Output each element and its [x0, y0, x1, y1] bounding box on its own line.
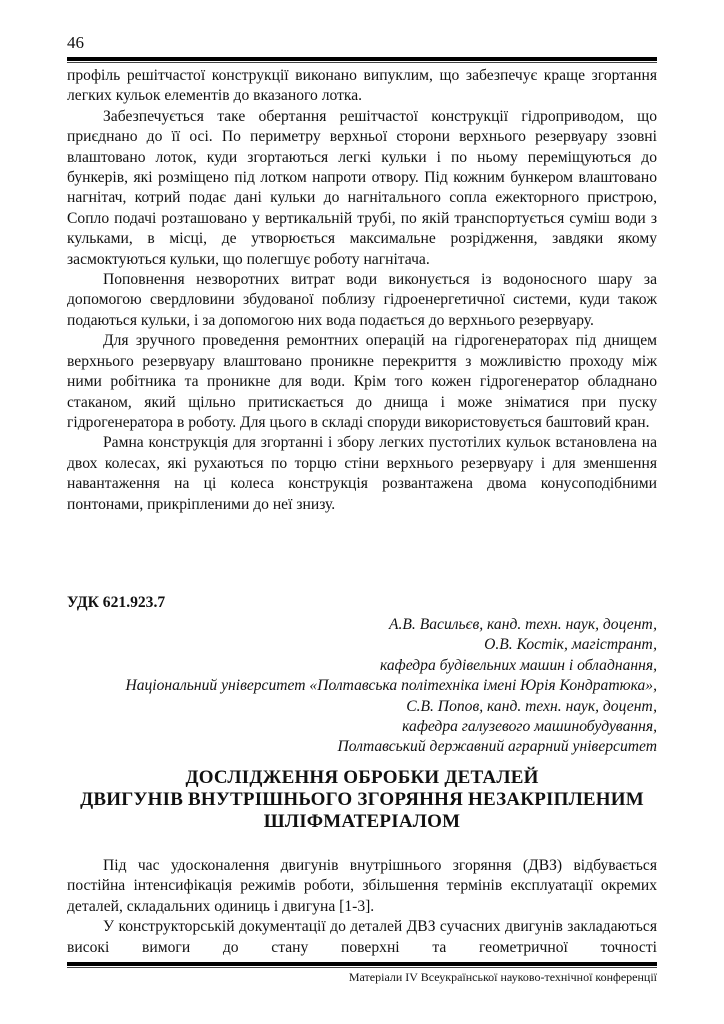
title-line: ШЛІФМАТЕРІАЛОМ	[263, 811, 461, 832]
author-line: С.В. Попов, канд. техн. наук, доцент,	[406, 697, 657, 715]
article-title	[62, 767, 662, 833]
page-number: 46	[67, 33, 84, 52]
title-line: ДВИГУНІВ ВНУТРІШНЬОГО ЗГОРЯННЯ НЕЗАКРІПЛЕНИМ	[80, 789, 644, 810]
affiliation-line: Національний університет «Полтавська політехніка імені Юрія Кондратюка»,	[125, 677, 657, 695]
udc-code: УДК 621.923.7	[67, 594, 166, 611]
affiliation-line: Полтавський державний аграрний університет	[337, 738, 657, 756]
affiliation-line: кафедра галузевого машинобудування,	[402, 718, 657, 736]
affiliation-line: кафедра будівельних машин і обладнання,	[379, 656, 657, 674]
footer-rule	[67, 962, 657, 968]
paragraph: Під час удосконалення двигунів внутрішнього згоряння (ДВЗ) відбувається постійна інтенсифікація режимів роботи, збільшення термінів експлуатації окремих деталей, складальних одиниць і двигуна [1-3].	[67, 857, 657, 915]
paragraph: Для зручного проведення ремонтних операцій на гідрогенераторах під днищем верхнього резервуару влаштовано проникне перекриття з можливістю проходу між ними робітника та проникне для води. Крім того кожен гідрогенератор обладнано стаканом, який щільно притискається до днища і може зніматися при пуску гідрогенератора в роботу. Для цього в складі споруди використовується баштовий кран.	[67, 332, 657, 431]
author-block	[57, 615, 657, 758]
header-rule	[67, 57, 657, 63]
continuation-text	[67, 66, 657, 515]
paragraph: Рамна конструкція для згортанні і збору легких пустотілих кульок встановлена на двох колесах, які рухаються по торцю стіни верхнього резервуару і для зменшення навантаження на ці колеса конструкція розвантажена двома конусоподібними понтонами, прикріпленими до неї знизу.	[67, 434, 657, 513]
author-line: А.В. Васильєв, канд. техн. наук, доцент,	[388, 616, 657, 633]
title-line: ДОСЛІДЖЕННЯ ОБРОБКИ ДЕТАЛЕЙ	[185, 767, 539, 788]
paragraph: Забезпечується таке обертання решітчастої конструкції гідроприводом, що приєднано до її осі. По периметру верхньої сторони верхнього резервуару ззовні влаштовано лоток, куди згортаються легкі кульки і по ньому переміщуються до бункерів, які розміщено під лотком напроти отвору. Під кожним бункером влаштовано нагнітач, котрий подає дані кульки до нагнітального сопла ежекторного пристрою, Сопло подачі розташовано у вертикальній трубі, по якій транспортується суміш води з кульками, в місці, де утворюється максимальне розрідження, завдяки якому засмоктуються кульки, що полегшує роботу нагнітача.	[67, 107, 657, 268]
article-body	[67, 856, 657, 958]
paragraph: Поповнення незворотних витрат води виконується із водоносного шару за допомогою свердловини збудованої поблизу гідроенергетичної системи, куди також подаються кульки, і за допомогою них вода подається до верхнього резервуару.	[67, 271, 657, 329]
paragraph: У конструкторській документації до деталей ДВЗ сучасних двигунів закладаються високі вимоги до стану поверхні та геометричної точності	[67, 918, 657, 956]
author-line: О.В. Костік, магістрант,	[484, 636, 657, 654]
footer-conference-name: Матеріали IV Всеукраїнської науково-технічної конференції	[348, 970, 657, 984]
paragraph: профіль решітчастої конструкції виконано випуклим, що забезпечує краще згортання легких кульок елементів до вказаного лотка.	[67, 67, 657, 105]
